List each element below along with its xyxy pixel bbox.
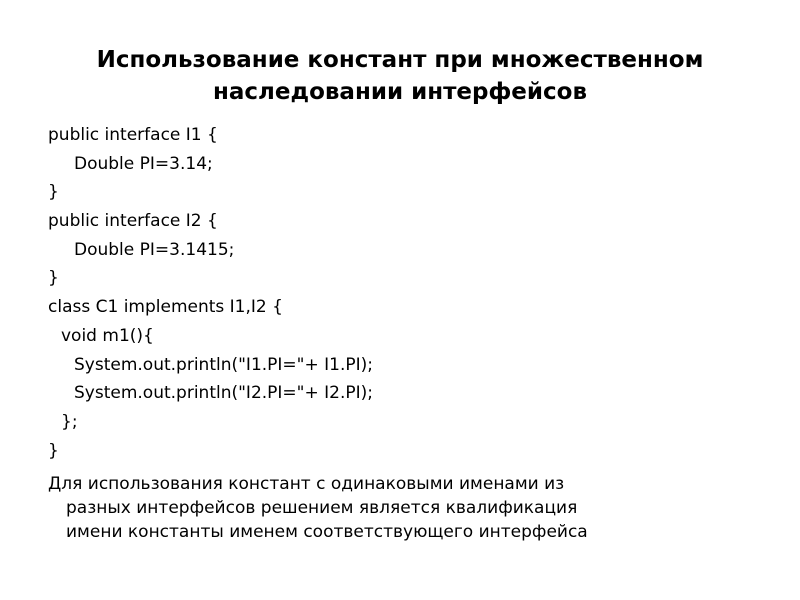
explanation-line: разных интерфейсов решением является квалификация (66, 498, 578, 518)
code-listing (48, 121, 768, 465)
code-line: void m1(){ (61, 325, 154, 346)
explanation-line: Для использования констант с одинаковыми именами из (48, 474, 565, 494)
explanation-text (48, 472, 748, 544)
explanation-line: имени константы именем соответствующего интерфейса (66, 522, 588, 542)
code-line: Double PI=3.1415; (74, 239, 235, 260)
slide-title-line: наследовании интерфейсов (213, 79, 587, 105)
code-line: public interface I1 { (48, 125, 218, 145)
slide-title-line: Использование констант при множественном (96, 47, 704, 73)
code-line: } (48, 440, 59, 461)
code-line: System.out.println("I2.PI="+ I2.PI); (74, 383, 374, 404)
code-line: }; (61, 411, 78, 432)
code-line: public interface I2 { (48, 211, 218, 232)
code-line: } (48, 182, 59, 203)
slide-title (0, 44, 800, 108)
code-line: class C1 implements I1,I2 { (48, 297, 283, 318)
code-line: Double PI=3.14; (74, 153, 213, 174)
code-line: } (48, 268, 59, 289)
code-line: System.out.println("I1.PI="+ I1.PI); (74, 354, 374, 375)
